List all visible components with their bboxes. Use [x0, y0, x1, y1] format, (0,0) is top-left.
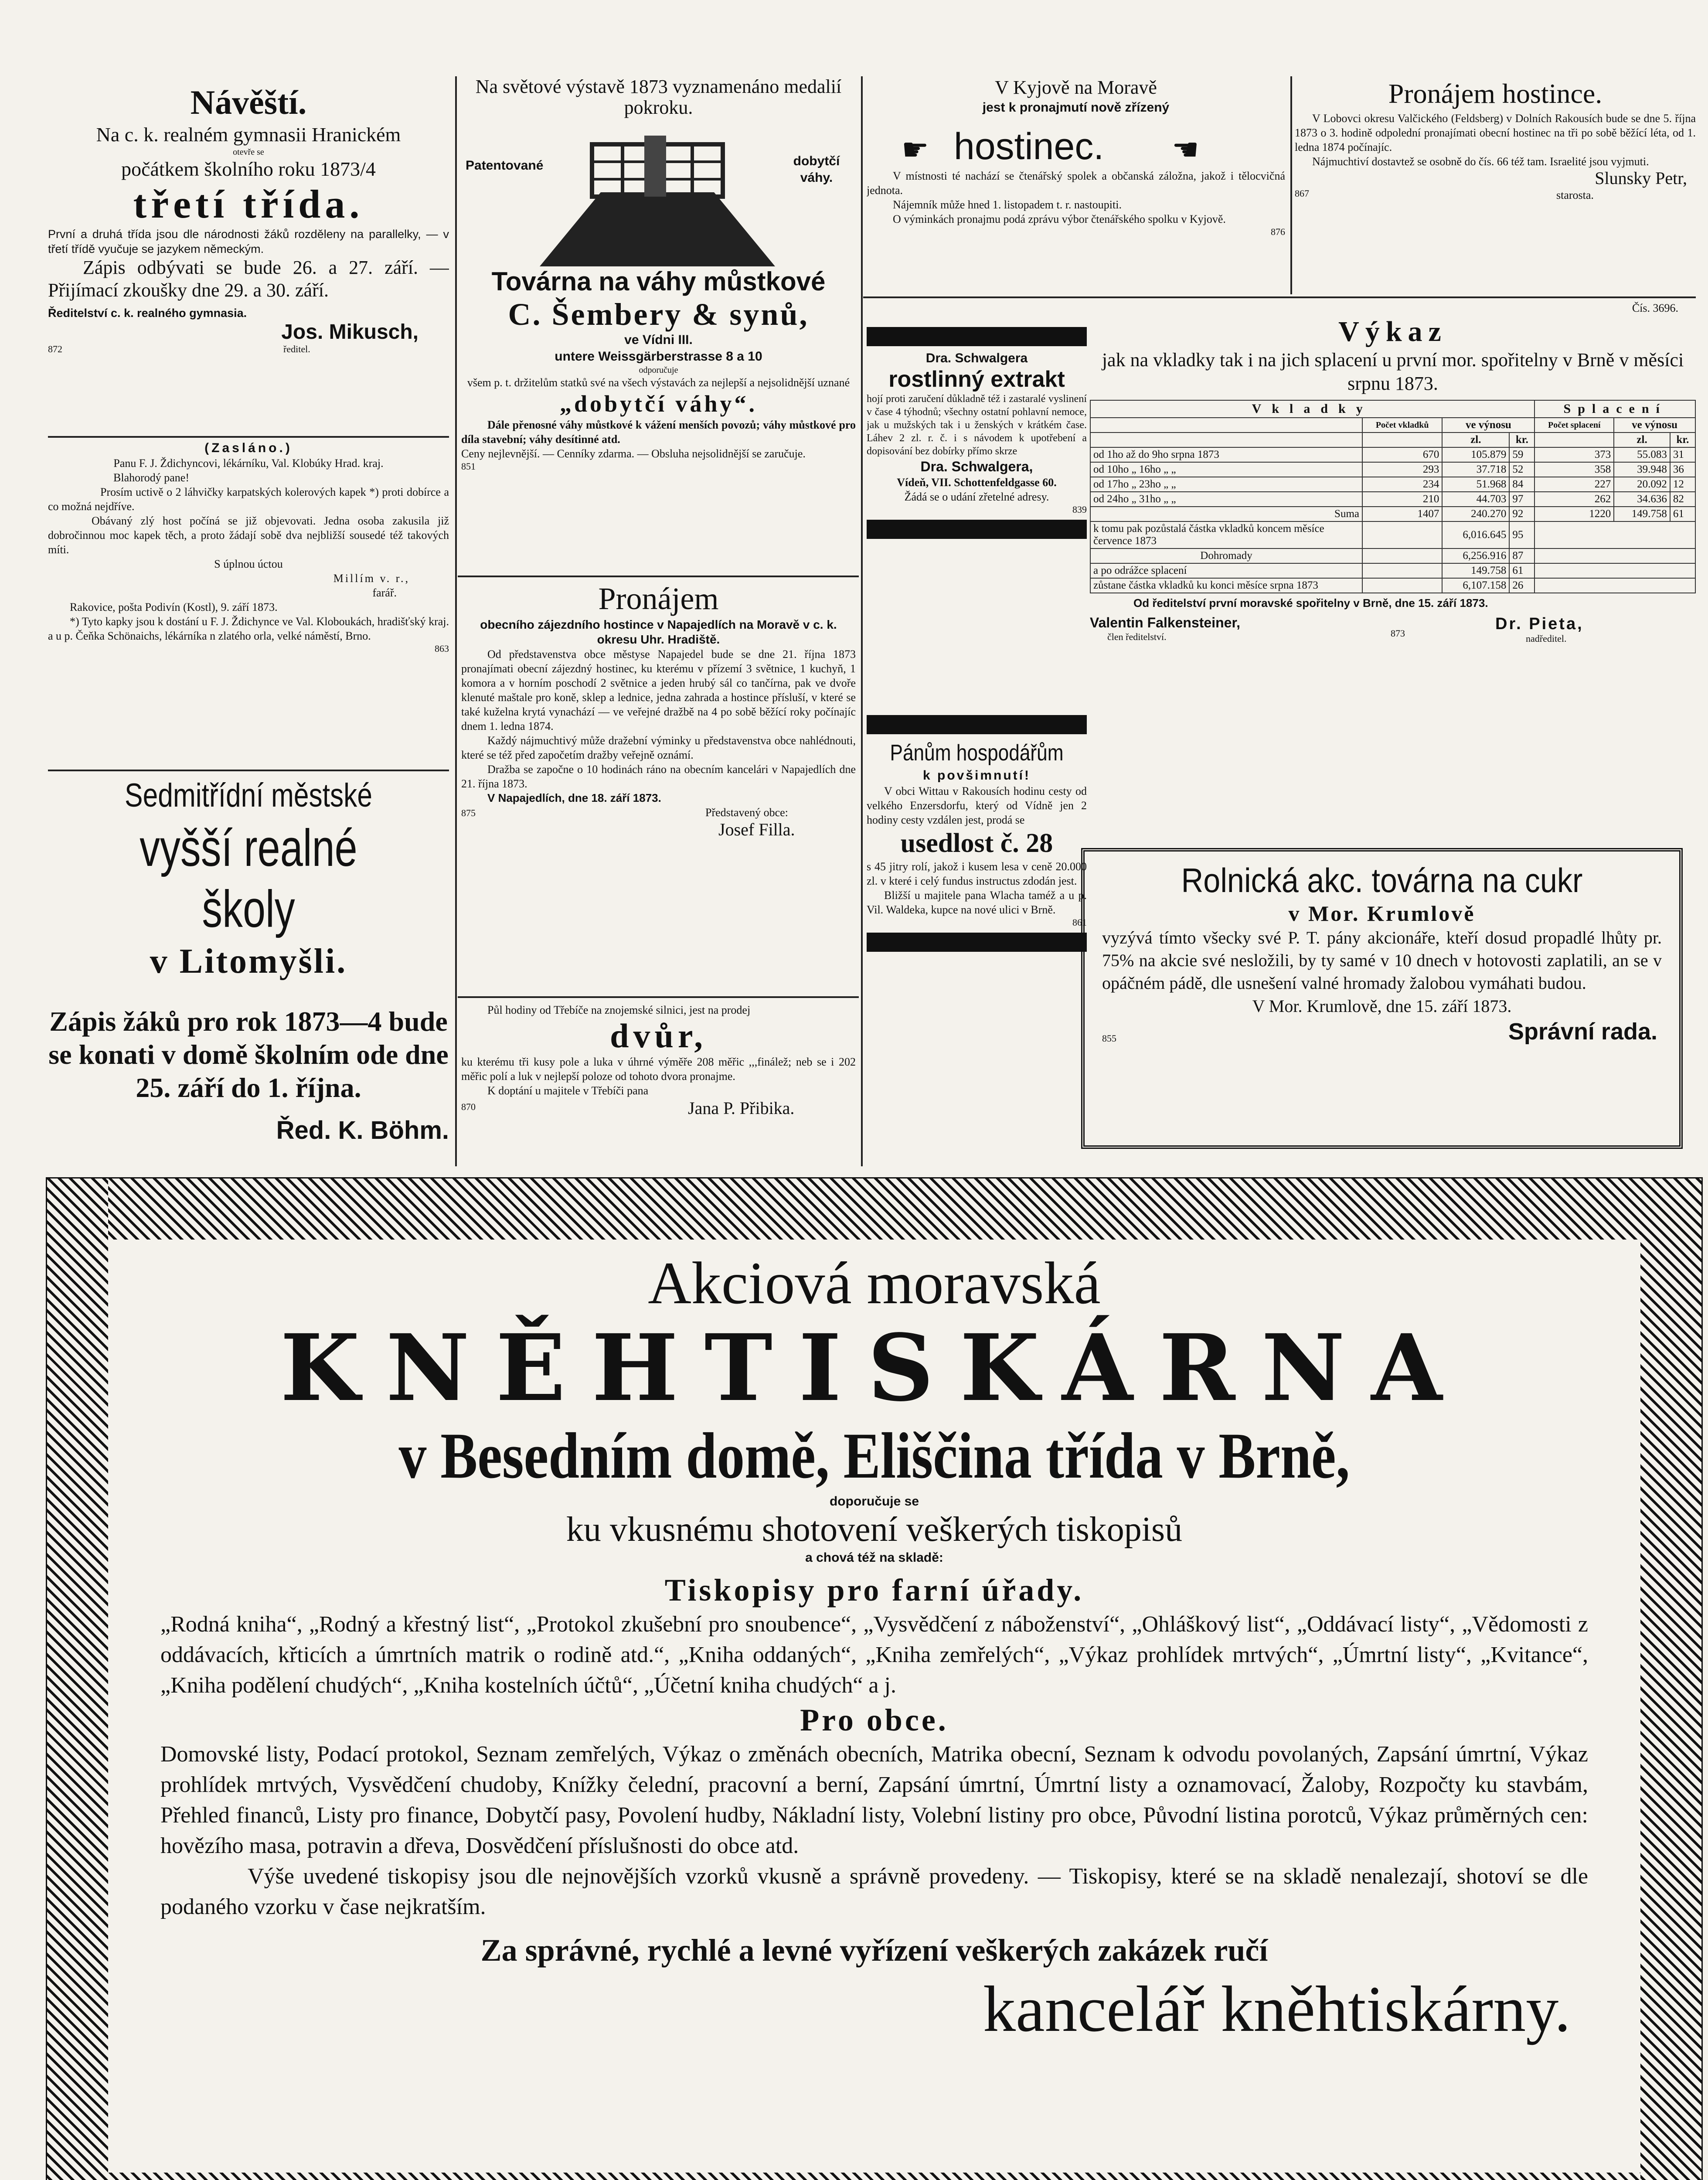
table-row	[1090, 548, 1695, 563]
scale-illustration-icon	[540, 127, 775, 266]
zaslano-text: Blahorodý pane!	[113, 471, 190, 484]
lease-signature: V Napajedlích, dne 18. září 1873.	[487, 791, 661, 804]
table-row	[1090, 563, 1695, 578]
notice-text: Zápis odbývati se bude 26. a 27. září. — Přijímací zkoušky dne 29. a 30. září.	[48, 257, 449, 301]
table-cell: 61	[1509, 563, 1534, 578]
table-cell: a po odrážce splacení	[1090, 563, 1362, 578]
gymnasium-notice	[48, 83, 449, 432]
zaslano-text: Rakovice, pošta Podivín (Kostl), 9. září 1873.	[70, 601, 278, 613]
hand-left-icon: ☛	[902, 133, 929, 167]
report-signature: člen ředitelství.	[1107, 631, 1167, 642]
table-cell: 36	[1670, 462, 1695, 477]
notice-signature: Jos. Mikusch,	[281, 320, 418, 344]
printing-line: doporučuje se	[829, 1494, 919, 1509]
printing-house-ad	[46, 1177, 1703, 2180]
extract-ad	[867, 323, 1087, 702]
ornament-border	[47, 2173, 1701, 2180]
table-row	[1090, 492, 1695, 507]
savings-report	[1090, 301, 1696, 811]
report-title: Výkaz	[1338, 316, 1447, 347]
table-cell: 31	[1670, 447, 1695, 462]
ad-number: 861	[1072, 917, 1087, 928]
table-row	[1090, 447, 1695, 462]
sugar-title: Rolnická akc. továrna na cukr	[1181, 861, 1583, 899]
realka-line: Sedmitřídní městské	[124, 777, 373, 814]
sugar-date: V Mor. Krumlově, dne 15. září 1873.	[1252, 996, 1512, 1016]
table-header: ve výnosu	[1614, 418, 1695, 433]
notice-line: počátkem školního roku 1873/4	[121, 158, 376, 180]
scales-product: „dobytčí váhy“.	[559, 391, 758, 417]
table-cell: 59	[1509, 447, 1534, 462]
black-bar	[867, 520, 1087, 539]
divider	[458, 576, 859, 577]
table-cell: 1220	[1534, 507, 1614, 521]
lease-signature: Josef Filla.	[718, 820, 795, 839]
zaslano-text: S úplnou úctou	[214, 558, 283, 570]
farm-text: K doptání u majitele v Třebíči pana	[487, 1084, 649, 1097]
table-cell: 373	[1534, 447, 1614, 462]
table-header: zl.	[1614, 433, 1670, 447]
table-row	[1090, 507, 1695, 521]
sugar-factory-ad	[1081, 848, 1683, 1149]
table-cell: 52	[1509, 462, 1534, 477]
lobovec-inn	[1295, 76, 1696, 290]
scales-text: untere Weissgärberstrasse 8 a 10	[555, 349, 762, 364]
sugar-signature: Správní rada.	[1508, 1018, 1657, 1045]
ad-number: 863	[435, 643, 449, 654]
farmers-title: Pánům hospodářům	[890, 740, 1064, 766]
kyjov-inn	[867, 76, 1285, 290]
lobovec-signature: starosta.	[1556, 189, 1594, 201]
report-signature: nadředitel.	[1526, 633, 1567, 644]
table-cell: 95	[1509, 521, 1534, 548]
farm-big: dvůr,	[610, 1017, 707, 1055]
table-cell: od 17ho „ 23ho „ „	[1090, 477, 1362, 492]
table-cell: 234	[1362, 477, 1442, 492]
realka-notice	[48, 774, 449, 1175]
scales-text: Dále přenosné váhy můstkové k vážení menších povozů; váhy můstkové pro díla stavební; váhy desítinné atd.	[461, 419, 856, 446]
printing-text: „Rodná kniha“, „Rodný a křestný list“, „Protokol zkušební pro snoubence“, „Vysvědčení z náboženství“, „Ohláškový list“, „Oddávací listy“, „Vědomosti z oddávacích, křticích a úmrtních matrik o rodině atd.“, „Kniha oddaných“, „Kniha zemřelých“, „Výkaz prohlídek mrtvých“, „Úmrtní listy“, „Kvitance“, „Kniha podělení chudých“, „Kniha kostelních účtů“, „Účetní kniha chudých“ a j.	[160, 1612, 1588, 1698]
table-cell: 262	[1534, 492, 1614, 507]
notice-signature: Ředitelství c. k. realného gymnasia.	[48, 307, 247, 320]
divider	[48, 770, 449, 771]
ad-number: 867	[1295, 188, 1309, 199]
divider	[48, 436, 449, 438]
printing-heading: Tiskopisy pro farní úřady.	[664, 1573, 1084, 1608]
table-cell: 6,107.158	[1442, 578, 1509, 593]
table-cell: 44.703	[1442, 492, 1509, 507]
table-cell: 6,256.916	[1442, 548, 1509, 563]
realka-line: v Litomyšli.	[150, 942, 347, 981]
ornament-border	[47, 1179, 1701, 1240]
farm-text: Půl hodiny od Třebíče na znojemské silnici, jest na prodej	[487, 1004, 751, 1016]
report-sub: jak na vkladky tak i na jich splacení u první mor. spořitelny v Brně v měsíci srpnu 1873.	[1102, 349, 1684, 394]
scales-company: C. Šembery & synů,	[508, 297, 809, 332]
realka-signature: Řed. K. Böhm.	[276, 1116, 449, 1144]
report-number: Čís. 3696.	[1632, 302, 1678, 314]
table-header: kr.	[1670, 433, 1695, 447]
table-cell: 210	[1362, 492, 1442, 507]
column-rule	[455, 76, 457, 1166]
scales-text: odporučuje	[639, 365, 678, 375]
zaslano-text: Obávaný zlý host počíná se již objevovati. Jedna osoba zakusila již dobročinnou moc kapek těch, a proto žádají sobě dva nejbližší sousedé též takových míti.	[48, 514, 449, 556]
ornament-border	[47, 1179, 108, 2180]
table-cell: Suma	[1090, 507, 1362, 521]
column-rule	[1290, 76, 1292, 294]
table-cell: 26	[1509, 578, 1534, 593]
lobovec-title: Pronájem hostince.	[1388, 78, 1603, 109]
kyjov-line: V Kyjově na Moravě	[995, 77, 1157, 98]
lease-sub: obecního zájezdního hostince v Napajedlích na Moravě v c. k. okresu Uhr. Hradiště.	[480, 618, 837, 646]
table-header: ve výnosu	[1442, 418, 1534, 433]
extract-line: Žádá se o udání zřetelné adresy.	[904, 490, 1049, 503]
scales-text: Ceny nejlevnější. — Cenníky zdarma. — Obsluha nejsolidnější se zaručuje.	[461, 447, 806, 460]
table-cell: 61	[1670, 507, 1695, 521]
notice-big: třetí třída.	[133, 182, 364, 226]
table-header: zl.	[1442, 433, 1509, 447]
farm-signature: Jana P. Přibika.	[688, 1098, 795, 1118]
table-cell: Dohromady	[1090, 548, 1362, 563]
table-cell: zůstane částka vkladků ku konci měsíce srpna 1873	[1090, 578, 1362, 593]
hand-right-icon: ☚	[1172, 133, 1199, 167]
table-row	[1090, 477, 1695, 492]
printing-line: Za správné, rychlé a levné vyřízení veškerých zakázek ručí	[480, 1933, 1268, 1968]
scales-title: Továrna na váhy můstkové	[491, 267, 826, 296]
sugar-text: vyzývá tímto všecky své P. T. pány akcionáře, kteří dosud propadlé lhůty pr. 75% na akcie své nesložili, by ty samé v 10 dnech v hotovosti zaplatili, an se v opáčném pádě, dle usnešení valné hromady žalobou vymáhati budou.	[1102, 928, 1662, 993]
printing-line: Akciová moravská	[648, 1250, 1101, 1316]
table-cell: 92	[1509, 507, 1534, 521]
black-bar	[867, 715, 1087, 734]
scales-right: dobytčí váhy.	[793, 154, 840, 185]
extract-line: Vídeň, VII. Schottenfeldgasse 60.	[897, 476, 1057, 489]
farmers-text: s 45 jitry rolí, jakož i kusem lesa v ceně 20.000 zl. v které i celý fundus instructus zdodán jest.	[867, 860, 1087, 887]
kyjov-text: V místnosti té nachází se čtenářský spolek a občanská záložna, jakož i tělocvičná jednota.	[867, 170, 1285, 197]
table-cell: od 10ho „ 16ho „ „	[1090, 462, 1362, 477]
kyjov-text: O výminkách pronajmu podá zprávu výbor čtenářského spolku v Kyjově.	[893, 213, 1226, 225]
table-header: Počet vkladků	[1362, 418, 1442, 433]
lobovec-signature: Slunsky Petr,	[1595, 168, 1687, 188]
farm-text: ku kterému tři kusy pole a luka v úhrné výměře 208 měřic ,,,finálež; neb se i 202 měřic polí a luk v nejlepší poloze od tohoto dvora pronajme.	[461, 1056, 856, 1083]
table-cell: 240.270	[1442, 507, 1509, 521]
lease-text: Dražba se započne o 10 hodinách ráno na obecním kancelári v Napajedlích dne 21. října 1873.	[461, 763, 856, 790]
report-signature: Valentin Falkensteiner,	[1090, 615, 1241, 630]
table-cell: 39.948	[1614, 462, 1670, 477]
zaslano-text: Millím v. r.,	[333, 572, 410, 585]
realka-line: vyšší realné školy	[139, 819, 357, 938]
notice-title: Návěští.	[190, 83, 307, 121]
ad-number: 870	[461, 1101, 476, 1112]
printing-text: Domovské listy, Podací protokol, Seznam zemřelých, Výkaz o změnách obecních, Matrika obecní, Seznam k odvodu povolaných, Zapsání úmrtní, Výkaz prohlídek mrtvých, Vysvědčení chudoby, Knížky čelední, pracovní a berní, Zapsání úmrtní, Úmrtní listy a oznamovací, Žaloby, Rozpočty ku stavbám, Přehled financů, Listy pro finance, Dobytčí pasy, Povolení hudby, Nákladní listy, Volební listiny pro obce, Původní listina porotců, Výkaz průměrných cen: hovězího masa, potravin a dřeva, Dosvědčení příslušnosti do obce atd.	[160, 1742, 1588, 1858]
divider	[1085, 296, 1696, 298]
farm-sale	[461, 1003, 856, 1168]
lease-title: Pronájem	[598, 581, 719, 616]
table-cell: 149.758	[1614, 507, 1670, 521]
report-signature: Dr. Pieta,	[1495, 615, 1584, 633]
table-cell: 6,016.645	[1442, 521, 1509, 548]
zaslano-text: Prosím uctivě o 2 láhvičky karpatských kolerových kapek *) proti dobírce a co možná nejdříve.	[48, 486, 449, 513]
kyjov-text: Nájemník může hned 1. listopadem t. r. nastoupiti.	[893, 198, 1122, 211]
report-table	[1090, 400, 1696, 593]
table-header: Vkladky	[1090, 400, 1534, 418]
scales-top: Na světové výstavě 1873 vyznamenáno medalií pokroku.	[475, 76, 842, 118]
extract-title: rostlinný extrakt	[888, 367, 1065, 392]
table-cell: 51.968	[1442, 477, 1509, 492]
ad-number: 872	[48, 344, 62, 354]
realka-text: Zápis žáků pro rok 1873—4 bude se konati v domě školním ode dne 25. září do 1. října.	[48, 1006, 449, 1103]
scales-ad	[461, 76, 856, 573]
printing-title: KNĚHTISKÁRNA	[280, 1314, 1469, 1422]
notice-line: otevře se	[233, 147, 264, 157]
ad-number: 873	[1391, 628, 1405, 639]
farmers-text: Bližší u majitele pana Wlacha taméž a u p. Vil. Waldeka, kupce na nové ulici v Brně.	[867, 889, 1087, 916]
table-cell: 293	[1362, 462, 1442, 477]
column-rule	[861, 76, 863, 1166]
notice-signature: ředitel.	[283, 344, 310, 354]
printing-line: a chová též na skladě:	[805, 1550, 943, 1565]
printing-heading: Pro obce.	[800, 1703, 949, 1737]
table-cell: od 1ho až do 9ho srpna 1873	[1090, 447, 1362, 462]
zaslano-text: Panu F. J. Ždichyncovi, lékárníku, Val. Klobúky Hrad. kraj.	[113, 457, 384, 470]
ad-number: 851	[461, 461, 476, 472]
table-row	[1090, 462, 1695, 477]
table-row	[1090, 578, 1695, 593]
black-bar	[867, 933, 1087, 952]
report-footer: Od ředitelství první moravské spořitelny v Brně, dne 15. září 1873.	[1133, 596, 1488, 610]
extract-line: Dra. Schwalgera	[925, 351, 1028, 365]
table-row	[1090, 521, 1695, 548]
ad-number: 839	[1072, 504, 1087, 515]
ornament-border	[1640, 1179, 1701, 2180]
farmers-big: usedlost č. 28	[900, 828, 1053, 858]
table-header: Splacení	[1534, 400, 1695, 418]
table-cell: k tomu pak pozůstalá částka vkladků koncem měsíce července 1873	[1090, 521, 1362, 548]
printing-line: ku vkusnému shotovení veškerých tiskopisů	[566, 1510, 1183, 1549]
ad-number: 876	[1271, 226, 1285, 237]
table-cell: 12	[1670, 477, 1695, 492]
divider	[458, 996, 859, 998]
zaslano-title: (Zasláno.)	[204, 441, 293, 455]
table-cell: 87	[1509, 548, 1534, 563]
farmers-ad	[867, 711, 1087, 1147]
black-bar	[867, 327, 1087, 346]
table-cell: 670	[1362, 447, 1442, 462]
lease-text: Každý nájmuchtivý může dražební výminky u představenstva obce nahlédnouti, které se též před započetím dražby veřejně oznámí.	[461, 734, 856, 761]
printing-address: v Besedním domě, Eliščina třída v Brně,	[398, 1420, 1350, 1492]
table-header: kr.	[1509, 433, 1534, 447]
table-cell: 227	[1534, 477, 1614, 492]
kyjov-big: hostinec.	[954, 126, 1104, 167]
zaslano-text: farář.	[372, 586, 397, 599]
zaslano-text: *) Tyto kapky jsou k dostání u F. J. Ždichynce ve Val. Kloboukách, hradišťský kraj. a u p. Čeňka Schönaichs, lékárníka n zlatého orla, velké náměstí, Brno.	[48, 615, 449, 642]
notice-line: Na c. k. realném gymnasii Hranickém	[96, 123, 401, 146]
table-cell: 55.083	[1614, 447, 1670, 462]
table-cell: 34.636	[1614, 492, 1670, 507]
zaslano-notice	[48, 440, 449, 767]
farmers-sub: k povšimnutí!	[922, 768, 1031, 783]
ad-number: 855	[1102, 1033, 1116, 1044]
table-cell: 82	[1670, 492, 1695, 507]
table-cell: 149.758	[1442, 563, 1509, 578]
table-cell: od 24ho „ 31ho „ „	[1090, 492, 1362, 507]
table-cell: 1407	[1362, 507, 1442, 521]
lobovec-text: Nájmuchtiví dostavtež se osobně do čís. 66 též tam. Israelité jsou vyjmuti.	[1312, 155, 1649, 168]
ad-number: 875	[461, 807, 476, 818]
lease-text: Od představenstva obce městyse Napajedel bude se dne 21. října 1873 pronajímati obecní zájezdný hostinec, ku kterému v přízemí 3 světnice, 1 kuchyň, 1 komora a v horním poschodí 2 světnice a jeden hrubý sál co tančírna, pak ve dvoře klenuté maštale pro koně, sklep a lednice, jedna zahrada a hostince přísluší, v které se také kuželna krytá vynachází — ve veřejné dražbě na 4 po sobě běžící roky počínajíc dnem 1. ledna 1874.	[461, 648, 856, 732]
table-cell: 84	[1509, 477, 1534, 492]
sugar-sub: v Mor. Krumlově	[1288, 901, 1476, 926]
extract-line: Dra. Schwalgera,	[920, 459, 1033, 474]
lease-signature: Představený obce:	[705, 806, 788, 819]
kyjov-line: jest k pronajmutí nově zřízený	[982, 100, 1170, 115]
extract-text: hojí proti zaručení důkladně též i zastaralé vyslinení v čase 4 týhodnů; všechny ostatní pohlavní nemoce, jak u mužských tak i u ženských v krátkém čase. Láhev 2 zl. r. č. i s návodem k upotřebení a dopisování bez dobírky přímo skrze	[867, 393, 1087, 457]
table-header: Počet splacení	[1534, 418, 1614, 433]
scales-text: ve Vídni III.	[624, 333, 693, 347]
napajedla-lease	[461, 580, 856, 994]
farmers-text: V obci Wittau v Rakousích hodinu cesty od velkého Enzersdorfu, který od Vídně jen 2 hodiny cesty vzdálen jest, prodá se	[867, 785, 1087, 826]
table-cell: 358	[1534, 462, 1614, 477]
scales-left: Patentované	[466, 158, 544, 173]
printing-text: Výše uvedené tiskopisy jsou dle nejnovějších vzorků vkusně a správně provedeny. — Tiskopisy, které se na skladě nenalezají, shotoví se dle podaného vzorku v čase nejkratším.	[160, 1864, 1588, 1919]
printing-signature: kancelář kněhtiskárny.	[983, 1973, 1571, 2045]
table-cell: 97	[1509, 492, 1534, 507]
table-cell: 37.718	[1442, 462, 1509, 477]
table-cell: 105.879	[1442, 447, 1509, 462]
lobovec-text: V Lobovci okresu Valčického (Feldsberg) v Dolních Rakousích bude se dne 5. října 1873 o 3. hodině odpolední pronajímati obecní hostinec na tři po sobě běžící léta, od 1. ledna 1874 počínajíc.	[1295, 112, 1696, 153]
table-cell: 20.092	[1614, 477, 1670, 492]
scales-text: všem p. t. držitelům statků své na všech výstavách za nejlepší a nejsolidnější uznané	[467, 376, 850, 389]
notice-text: První a druhá třída jsou dle národnosti žáků rozděleny na parallelky, — v třetí třídě vyučuje se jazykem německým.	[48, 228, 449, 255]
